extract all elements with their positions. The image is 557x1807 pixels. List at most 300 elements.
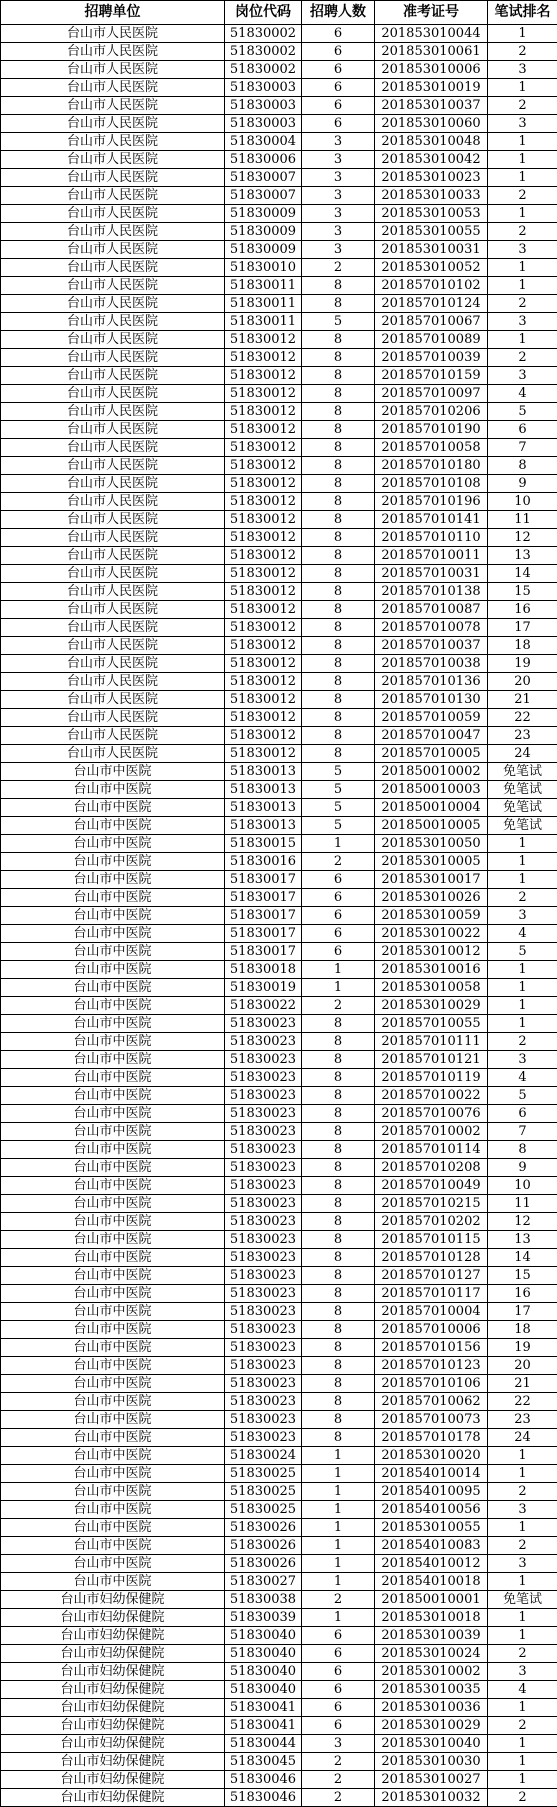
cell-written-rank: 1	[488, 979, 557, 997]
table-row	[1, 1537, 557, 1555]
cell-position-code: 51830009	[225, 241, 302, 259]
table-row	[1, 1573, 557, 1591]
cell-unit: 台山市妇幼保健院	[1, 1627, 225, 1645]
table-row	[1, 1393, 557, 1411]
cell-unit: 台山市人民医院	[1, 295, 225, 313]
cell-ticket-number: 201857010005	[375, 745, 488, 763]
cell-position-code: 51830023	[225, 1429, 302, 1447]
cell-position-code: 51830012	[225, 745, 302, 763]
cell-unit: 台山市人民医院	[1, 457, 225, 475]
cell-position-code: 51830025	[225, 1483, 302, 1501]
cell-unit: 台山市人民医院	[1, 637, 225, 655]
cell-unit: 台山市人民医院	[1, 493, 225, 511]
table-row	[1, 835, 557, 853]
cell-ticket-number: 201857010123	[375, 1357, 488, 1375]
cell-hiring-count: 8	[302, 637, 375, 655]
table-row	[1, 979, 557, 997]
table-row	[1, 637, 557, 655]
cell-written-rank: 3	[488, 1555, 557, 1573]
table-row	[1, 151, 557, 169]
cell-unit: 台山市人民医院	[1, 529, 225, 547]
cell-ticket-number: 201857010059	[375, 709, 488, 727]
cell-written-rank: 1	[488, 871, 557, 889]
cell-position-code: 51830011	[225, 277, 302, 295]
cell-ticket-number: 201857010097	[375, 385, 488, 403]
cell-hiring-count: 8	[302, 439, 375, 457]
cell-written-rank: 免笔试	[488, 763, 557, 781]
cell-position-code: 51830024	[225, 1447, 302, 1465]
table-row	[1, 691, 557, 709]
cell-written-rank: 5	[488, 1087, 557, 1105]
table-row	[1, 1249, 557, 1267]
cell-position-code: 51830017	[225, 907, 302, 925]
cell-hiring-count: 8	[302, 1357, 375, 1375]
cell-unit: 台山市人民医院	[1, 547, 225, 565]
cell-hiring-count: 8	[302, 1015, 375, 1033]
cell-hiring-count: 8	[302, 1195, 375, 1213]
table-row	[1, 1051, 557, 1069]
cell-ticket-number: 201857010138	[375, 583, 488, 601]
cell-hiring-count: 6	[302, 871, 375, 889]
table-row	[1, 97, 557, 115]
cell-ticket-number: 201857010127	[375, 1267, 488, 1285]
table-row	[1, 313, 557, 331]
cell-written-rank: 3	[488, 1051, 557, 1069]
table-row	[1, 205, 557, 223]
cell-ticket-number: 201857010215	[375, 1195, 488, 1213]
table-row	[1, 1789, 557, 1807]
cell-written-rank: 2	[488, 295, 557, 313]
cell-written-rank: 23	[488, 727, 557, 745]
cell-position-code: 51830019	[225, 979, 302, 997]
cell-written-rank: 22	[488, 1393, 557, 1411]
cell-hiring-count: 1	[302, 1609, 375, 1627]
table-row	[1, 889, 557, 907]
cell-unit: 台山市中医院	[1, 1573, 225, 1591]
table-row	[1, 475, 557, 493]
cell-hiring-count: 3	[302, 169, 375, 187]
cell-written-rank: 2	[488, 1033, 557, 1051]
cell-hiring-count: 1	[302, 835, 375, 853]
cell-written-rank: 21	[488, 1375, 557, 1393]
cell-unit: 台山市中医院	[1, 1393, 225, 1411]
cell-hiring-count: 5	[302, 799, 375, 817]
cell-hiring-count: 8	[302, 277, 375, 295]
cell-written-rank: 1	[488, 169, 557, 187]
cell-ticket-number: 201857010102	[375, 277, 488, 295]
cell-unit: 台山市人民医院	[1, 331, 225, 349]
cell-position-code: 51830012	[225, 673, 302, 691]
table-row	[1, 1591, 557, 1609]
cell-position-code: 51830012	[225, 619, 302, 637]
table-row	[1, 1069, 557, 1087]
cell-ticket-number: 201857010206	[375, 403, 488, 421]
cell-hiring-count: 2	[302, 1771, 375, 1789]
cell-position-code: 51830009	[225, 223, 302, 241]
cell-ticket-number: 201857010196	[375, 493, 488, 511]
cell-written-rank: 4	[488, 385, 557, 403]
cell-hiring-count: 2	[302, 997, 375, 1015]
table-row	[1, 1411, 557, 1429]
table-row	[1, 1159, 557, 1177]
cell-hiring-count: 6	[302, 1627, 375, 1645]
cell-hiring-count: 8	[302, 1105, 375, 1123]
cell-written-rank: 16	[488, 1285, 557, 1303]
cell-ticket-number: 201850010002	[375, 763, 488, 781]
cell-unit: 台山市中医院	[1, 1267, 225, 1285]
cell-ticket-number: 201853010039	[375, 1627, 488, 1645]
cell-hiring-count: 8	[302, 529, 375, 547]
cell-unit: 台山市中医院	[1, 763, 225, 781]
cell-unit: 台山市中医院	[1, 889, 225, 907]
table-row	[1, 277, 557, 295]
cell-ticket-number: 201857010039	[375, 349, 488, 367]
cell-written-rank: 1	[488, 1519, 557, 1537]
cell-written-rank: 3	[488, 1663, 557, 1681]
cell-hiring-count: 8	[302, 493, 375, 511]
table-row	[1, 1141, 557, 1159]
cell-position-code: 51830023	[225, 1033, 302, 1051]
cell-ticket-number: 201857010073	[375, 1411, 488, 1429]
cell-written-rank: 15	[488, 1267, 557, 1285]
cell-ticket-number: 201853010002	[375, 1663, 488, 1681]
cell-position-code: 51830012	[225, 691, 302, 709]
table-row	[1, 1771, 557, 1789]
table-row	[1, 1681, 557, 1699]
cell-written-rank: 1	[488, 133, 557, 151]
cell-position-code: 51830023	[225, 1051, 302, 1069]
cell-ticket-number: 201857010022	[375, 1087, 488, 1105]
cell-unit: 台山市人民医院	[1, 97, 225, 115]
cell-written-rank: 1	[488, 259, 557, 277]
cell-ticket-number: 201853010035	[375, 1681, 488, 1699]
table-row	[1, 655, 557, 673]
table-row	[1, 1465, 557, 1483]
table-row	[1, 1087, 557, 1105]
cell-unit: 台山市人民医院	[1, 673, 225, 691]
cell-ticket-number: 201857010055	[375, 1015, 488, 1033]
cell-position-code: 51830012	[225, 439, 302, 457]
cell-position-code: 51830003	[225, 79, 302, 97]
table-row	[1, 1213, 557, 1231]
cell-written-rank: 1	[488, 79, 557, 97]
cell-written-rank: 19	[488, 1339, 557, 1357]
table-row	[1, 1717, 557, 1735]
cell-written-rank: 17	[488, 619, 557, 637]
cell-hiring-count: 1	[302, 979, 375, 997]
cell-written-rank: 18	[488, 637, 557, 655]
cell-hiring-count: 8	[302, 655, 375, 673]
cell-position-code: 51830016	[225, 853, 302, 871]
table-row	[1, 547, 557, 565]
cell-unit: 台山市人民医院	[1, 385, 225, 403]
cell-unit: 台山市人民医院	[1, 61, 225, 79]
table-row	[1, 853, 557, 871]
table-row	[1, 1303, 557, 1321]
cell-position-code: 51830010	[225, 259, 302, 277]
cell-hiring-count: 5	[302, 817, 375, 835]
cell-ticket-number: 201857010031	[375, 565, 488, 583]
cell-position-code: 51830012	[225, 601, 302, 619]
cell-ticket-number: 201853010050	[375, 835, 488, 853]
cell-hiring-count: 6	[302, 1663, 375, 1681]
table-row	[1, 1105, 557, 1123]
cell-ticket-number: 201857010110	[375, 529, 488, 547]
cell-unit: 台山市中医院	[1, 1159, 225, 1177]
cell-hiring-count: 8	[302, 583, 375, 601]
cell-unit: 台山市中医院	[1, 979, 225, 997]
cell-written-rank: 2	[488, 889, 557, 907]
cell-unit: 台山市妇幼保健院	[1, 1699, 225, 1717]
cell-unit: 台山市中医院	[1, 1249, 225, 1267]
cell-hiring-count: 6	[302, 79, 375, 97]
cell-hiring-count: 8	[302, 331, 375, 349]
cell-position-code: 51830023	[225, 1267, 302, 1285]
cell-position-code: 51830012	[225, 403, 302, 421]
cell-ticket-number: 201850010005	[375, 817, 488, 835]
cell-hiring-count: 8	[302, 1213, 375, 1231]
cell-position-code: 51830003	[225, 115, 302, 133]
cell-position-code: 51830003	[225, 97, 302, 115]
cell-unit: 台山市中医院	[1, 1051, 225, 1069]
cell-hiring-count: 1	[302, 961, 375, 979]
cell-ticket-number: 201853010032	[375, 1789, 488, 1807]
table-row	[1, 529, 557, 547]
cell-hiring-count: 1	[302, 1555, 375, 1573]
cell-position-code: 51830013	[225, 781, 302, 799]
cell-ticket-number: 201853010023	[375, 169, 488, 187]
cell-written-rank: 6	[488, 421, 557, 439]
cell-unit: 台山市中医院	[1, 1537, 225, 1555]
cell-written-rank: 5	[488, 403, 557, 421]
cell-hiring-count: 6	[302, 1681, 375, 1699]
cell-ticket-number: 201853010029	[375, 997, 488, 1015]
cell-written-rank: 2	[488, 1717, 557, 1735]
cell-position-code: 51830023	[225, 1375, 302, 1393]
cell-ticket-number: 201857010124	[375, 295, 488, 313]
cell-ticket-number: 201857010159	[375, 367, 488, 385]
cell-ticket-number: 201857010128	[375, 1249, 488, 1267]
cell-written-rank: 1	[488, 997, 557, 1015]
cell-written-rank: 1	[488, 1627, 557, 1645]
cell-position-code: 51830023	[225, 1105, 302, 1123]
table-row	[1, 223, 557, 241]
cell-position-code: 51830023	[225, 1339, 302, 1357]
cell-hiring-count: 5	[302, 763, 375, 781]
cell-written-rank: 3	[488, 241, 557, 259]
cell-position-code: 51830011	[225, 313, 302, 331]
cell-position-code: 51830012	[225, 655, 302, 673]
cell-position-code: 51830012	[225, 547, 302, 565]
cell-position-code: 51830045	[225, 1753, 302, 1771]
cell-written-rank: 11	[488, 511, 557, 529]
cell-ticket-number: 201850010004	[375, 799, 488, 817]
cell-hiring-count: 8	[302, 1087, 375, 1105]
cell-ticket-number: 201853010060	[375, 115, 488, 133]
cell-unit: 台山市人民医院	[1, 655, 225, 673]
cell-ticket-number: 201857010037	[375, 637, 488, 655]
cell-hiring-count: 1	[302, 1501, 375, 1519]
cell-unit: 台山市人民医院	[1, 115, 225, 133]
cell-written-rank: 1	[488, 205, 557, 223]
cell-position-code: 51830012	[225, 331, 302, 349]
cell-unit: 台山市中医院	[1, 835, 225, 853]
cell-written-rank: 1	[488, 961, 557, 979]
cell-position-code: 51830012	[225, 511, 302, 529]
table-row	[1, 1033, 557, 1051]
cell-ticket-number: 201853010020	[375, 1447, 488, 1465]
cell-written-rank: 1	[488, 853, 557, 871]
cell-unit: 台山市妇幼保健院	[1, 1717, 225, 1735]
cell-position-code: 51830040	[225, 1663, 302, 1681]
cell-position-code: 51830012	[225, 349, 302, 367]
cell-ticket-number: 201857010004	[375, 1303, 488, 1321]
cell-position-code: 51830038	[225, 1591, 302, 1609]
cell-position-code: 51830013	[225, 763, 302, 781]
cell-unit: 台山市中医院	[1, 1231, 225, 1249]
cell-ticket-number: 201854010083	[375, 1537, 488, 1555]
cell-ticket-number: 201857010180	[375, 457, 488, 475]
cell-ticket-number: 201857010108	[375, 475, 488, 493]
table-row	[1, 1285, 557, 1303]
cell-position-code: 51830011	[225, 295, 302, 313]
cell-written-rank: 15	[488, 583, 557, 601]
cell-hiring-count: 8	[302, 1321, 375, 1339]
cell-ticket-number: 201857010106	[375, 1375, 488, 1393]
cell-written-rank: 20	[488, 1357, 557, 1375]
cell-ticket-number: 201857010062	[375, 1393, 488, 1411]
cell-hiring-count: 8	[302, 1393, 375, 1411]
cell-written-rank: 免笔试	[488, 1591, 557, 1609]
table-row	[1, 367, 557, 385]
cell-ticket-number: 201857010190	[375, 421, 488, 439]
table-row	[1, 907, 557, 925]
cell-written-rank: 1	[488, 1771, 557, 1789]
cell-position-code: 51830012	[225, 475, 302, 493]
cell-ticket-number: 201857010006	[375, 1321, 488, 1339]
cell-written-rank: 20	[488, 673, 557, 691]
table-row	[1, 1267, 557, 1285]
cell-ticket-number: 201854010056	[375, 1501, 488, 1519]
cell-ticket-number: 201857010156	[375, 1339, 488, 1357]
table-row	[1, 295, 557, 313]
cell-ticket-number: 201857010067	[375, 313, 488, 331]
cell-written-rank: 2	[488, 1789, 557, 1807]
cell-hiring-count: 8	[302, 1411, 375, 1429]
cell-position-code: 51830023	[225, 1141, 302, 1159]
table-row	[1, 1501, 557, 1519]
cell-written-rank: 2	[488, 43, 557, 61]
cell-written-rank: 13	[488, 1231, 557, 1249]
cell-ticket-number: 201857010130	[375, 691, 488, 709]
cell-unit: 台山市人民医院	[1, 187, 225, 205]
cell-unit: 台山市中医院	[1, 997, 225, 1015]
cell-unit: 台山市人民医院	[1, 583, 225, 601]
cell-position-code: 51830040	[225, 1681, 302, 1699]
cell-written-rank: 2	[488, 1645, 557, 1663]
cell-unit: 台山市中医院	[1, 1339, 225, 1357]
cell-ticket-number: 201853010042	[375, 151, 488, 169]
table-row	[1, 1015, 557, 1033]
cell-hiring-count: 8	[302, 1033, 375, 1051]
table-row	[1, 1357, 557, 1375]
cell-written-rank: 3	[488, 367, 557, 385]
cell-unit: 台山市中医院	[1, 907, 225, 925]
cell-ticket-number: 201857010089	[375, 331, 488, 349]
cell-written-rank: 1	[488, 151, 557, 169]
cell-hiring-count: 8	[302, 1375, 375, 1393]
cell-position-code: 51830002	[225, 25, 302, 43]
table-row	[1, 1123, 557, 1141]
cell-hiring-count: 6	[302, 1699, 375, 1717]
table-row	[1, 1645, 557, 1663]
cell-position-code: 51830023	[225, 1303, 302, 1321]
cell-written-rank: 10	[488, 493, 557, 511]
cell-position-code: 51830023	[225, 1195, 302, 1213]
cell-hiring-count: 8	[302, 1177, 375, 1195]
cell-hiring-count: 8	[302, 1051, 375, 1069]
cell-written-rank: 7	[488, 1123, 557, 1141]
cell-unit: 台山市人民医院	[1, 205, 225, 223]
cell-hiring-count: 2	[302, 1789, 375, 1807]
cell-hiring-count: 8	[302, 349, 375, 367]
cell-ticket-number: 201853010036	[375, 1699, 488, 1717]
table-body	[1, 25, 557, 1807]
cell-ticket-number: 201853010022	[375, 925, 488, 943]
cell-written-rank: 23	[488, 1411, 557, 1429]
cell-written-rank: 4	[488, 1069, 557, 1087]
cell-ticket-number: 201857010119	[375, 1069, 488, 1087]
table-row	[1, 115, 557, 133]
cell-position-code: 51830017	[225, 889, 302, 907]
cell-hiring-count: 6	[302, 97, 375, 115]
cell-written-rank: 16	[488, 601, 557, 619]
cell-ticket-number: 201853010061	[375, 43, 488, 61]
cell-unit: 台山市妇幼保健院	[1, 1771, 225, 1789]
cell-unit: 台山市人民医院	[1, 349, 225, 367]
cell-written-rank: 14	[488, 565, 557, 583]
table-row	[1, 781, 557, 799]
cell-written-rank: 5	[488, 943, 557, 961]
cell-position-code: 51830018	[225, 961, 302, 979]
table-row	[1, 583, 557, 601]
cell-unit: 台山市中医院	[1, 1141, 225, 1159]
cell-unit: 台山市中医院	[1, 925, 225, 943]
cell-written-rank: 8	[488, 1141, 557, 1159]
col-header-written-rank: 笔试排名	[488, 1, 557, 25]
cell-ticket-number: 201853010027	[375, 1771, 488, 1789]
cell-written-rank: 19	[488, 655, 557, 673]
cell-position-code: 51830040	[225, 1627, 302, 1645]
cell-unit: 台山市中医院	[1, 1519, 225, 1537]
cell-hiring-count: 8	[302, 547, 375, 565]
col-header-hiring-count: 招聘人数	[302, 1, 375, 25]
cell-ticket-number: 201850010003	[375, 781, 488, 799]
cell-position-code: 51830015	[225, 835, 302, 853]
cell-ticket-number: 201853010019	[375, 79, 488, 97]
cell-hiring-count: 8	[302, 1231, 375, 1249]
cell-hiring-count: 6	[302, 43, 375, 61]
cell-unit: 台山市人民医院	[1, 259, 225, 277]
cell-ticket-number: 201857010047	[375, 727, 488, 745]
cell-ticket-number: 201857010136	[375, 673, 488, 691]
table-row	[1, 385, 557, 403]
cell-unit: 台山市人民医院	[1, 439, 225, 457]
cell-ticket-number: 201853010044	[375, 25, 488, 43]
cell-unit: 台山市中医院	[1, 781, 225, 799]
cell-position-code: 51830023	[225, 1321, 302, 1339]
cell-ticket-number: 201853010037	[375, 97, 488, 115]
